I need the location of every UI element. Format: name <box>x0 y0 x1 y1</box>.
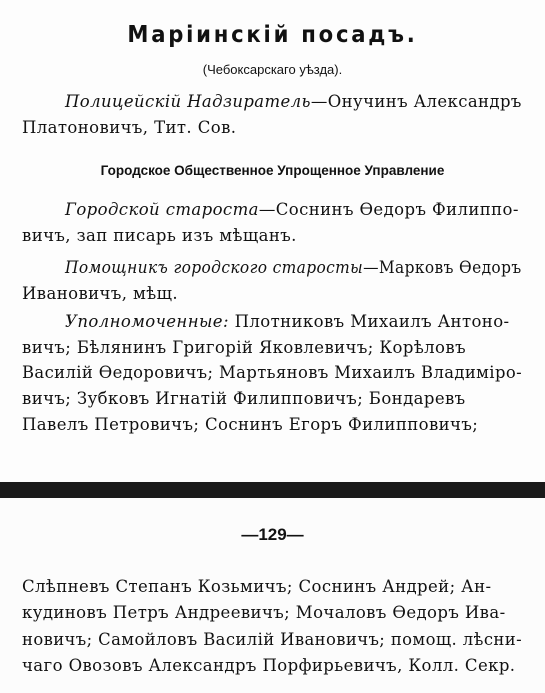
page-title: Маріинскій посадъ. <box>127 22 418 48</box>
page-number: —129— <box>241 525 304 544</box>
police-line-2: Платоновичъ, Тит. Сов. <box>22 118 237 137</box>
authorized-line-3: Василій Ѳедоровичъ; Мартьяновъ Михаилъ Владиміро- <box>22 363 522 382</box>
assistant-line-2: Ивановичъ, мѣщ. <box>22 284 178 303</box>
authorized-line-2: вичъ; Бѣлянинъ Григорій Яковлевичъ; Корѣловъ <box>22 338 466 357</box>
continuation-line-1: Слѣпневъ Степанъ Козьмичъ; Соснинъ Андрей; Ан- <box>22 577 492 596</box>
assistant-line-1 <box>65 258 522 277</box>
authorized-role: Уполномоченные: <box>65 312 229 331</box>
section-title: Городское Общественное Упрощенное Управление <box>100 163 445 178</box>
authorized-line-1 <box>65 312 522 331</box>
authorized-line-4: вичъ; Зубковъ Игнатій Филипповичъ; Бондаревъ <box>22 389 466 408</box>
police-role: Полицейскій Надзиратель <box>65 92 311 111</box>
continuation-line-4: чаго Овозовъ Александръ Порфирьевичъ, Колл. Секр. <box>22 656 516 675</box>
assistant-name: —Марковъ Ѳедоръ <box>363 258 522 277</box>
mayor-role: Городской староста <box>65 200 259 219</box>
mayor-name: —Соснинъ Ѳедоръ Филиппо- <box>258 200 519 219</box>
authorized-line-5: Павелъ Петровичъ; Соснинъ Егоръ Филипповичъ; <box>22 415 479 434</box>
police-line-1 <box>65 92 521 111</box>
authorized-names: Плотниковъ Михаилъ Антоно- <box>228 312 510 331</box>
assistant-role: Помощникъ городского старосты <box>65 258 364 277</box>
mayor-line-2: вичъ, зап писарь изъ мѣщанъ. <box>22 226 297 245</box>
continuation-line-2: кудиновъ Петръ Андреевичъ; Мочаловъ Ѳедоръ Ива- <box>22 603 506 622</box>
page-gap-band <box>0 482 545 498</box>
mayor-line-1 <box>65 200 522 219</box>
page-subtitle: (Чебоксарскаго уѣзда). <box>202 62 343 77</box>
police-name: —Онучинъ Александръ <box>310 92 522 111</box>
continuation-line-3: новичъ; Самойловъ Василій Ивановичъ; помощ. лѣсни- <box>22 630 523 649</box>
